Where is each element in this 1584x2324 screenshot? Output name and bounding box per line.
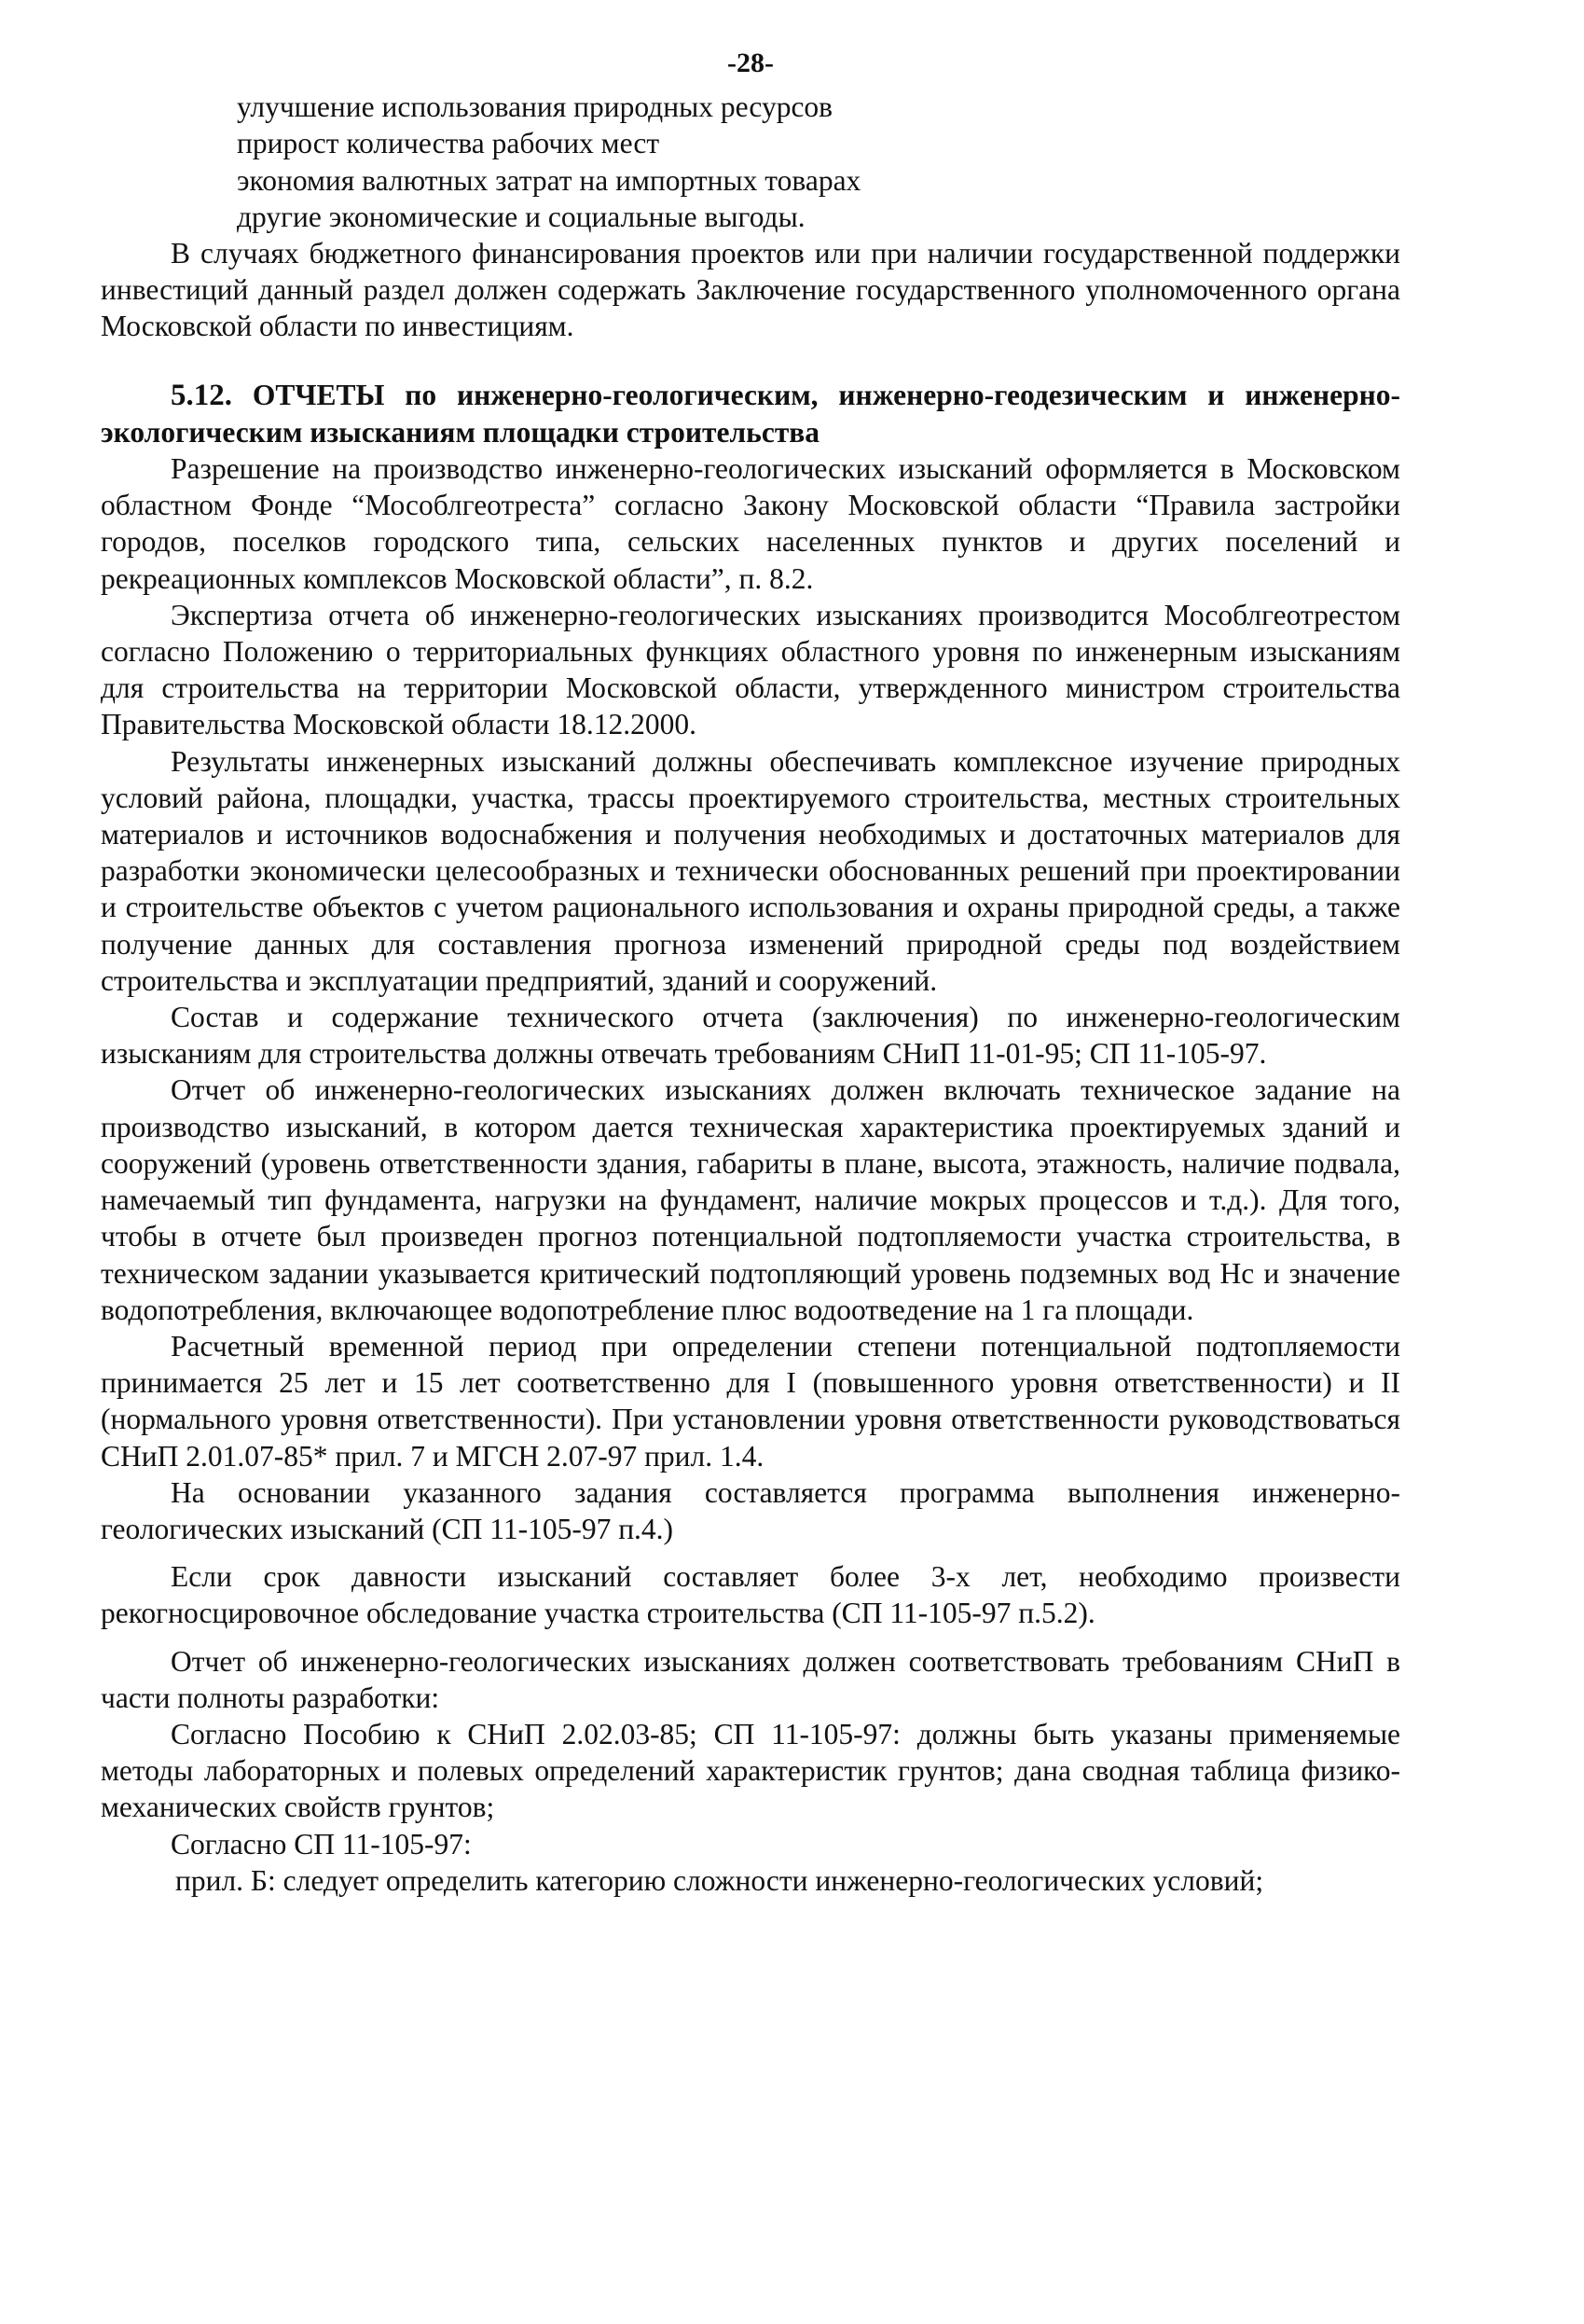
paragraph: Экспертиза отчета об инженерно-геологических изысканиях производится Мособлгеотрестом согласно Положению о территориальных функциях областного уровня по инженерным изысканиям для строительства на территории Московской области, утвержденного министром строительства Правительства Московской области 18.12.2000. <box>101 598 1400 741</box>
document-page <box>101 45 1400 1899</box>
list-item: улучшение использования природных ресурсов <box>237 90 833 124</box>
paragraph: Состав и содержание технического отчета (заключения) по инженерно-геологическим изысканиям для строительства должны отвечать требованиям СНиП 11-01-95; СП 11-105-97. <box>101 1001 1400 1071</box>
paragraph: Отчет об инженерно-геологических изысканиях должен включать техническое задание на производство изысканий, в котором дается техническая характеристика проектируемых зданий и сооружений (уровень ответственности здания, габариты в плане, высота, этажность, наличие подвала, намечаемый тип фундамента, нагрузки на фундамент, наличие мокрых процессов и т.д.). Для того, чтобы в отчете был произведен прогноз потенциальной подтопляемости участка строительства, в техническом задании указывается критический подтопляющий уровень подземных вод Нс и значение водопотребления, включающее водопотребление плюс водоотведение на 1 га площади. <box>101 1073 1400 1326</box>
list-item: экономия валютных затрат на импортных товарах <box>237 163 861 197</box>
section-heading <box>101 377 1400 450</box>
list-item: прирост количества рабочих мест <box>237 127 660 160</box>
paragraph: На основании указанного задания составляется программа выполнения инженерно-геологических изысканий (СП 11-105-97 п.4.) <box>101 1475 1400 1545</box>
section-number: 5.12. <box>171 378 232 412</box>
paragraph: Результаты инженерных изысканий должны обеспечивать комплексное изучение природных условий района, площадки, участка, трассы проектируемого строительства, местных строительных материалов и источников водоснабжения и получения необходимых и достаточных материалов для разработки экономически целесообразных и технически обоснованных решений при проектировании и строительстве объектов с учетом рационального использования и охраны природной среды, а также получение данных для составления прогноза изменений природной среды под воздействием строительства и эксплуатации предприятий, зданий и сооружений. <box>101 744 1400 997</box>
paragraph: Согласно Пособию к СНиП 2.02.03-85; СП 11-105-97: должны быть указаны применяемые методы лабораторных и полевых определений характеристик грунтов; дана сводная таблица физико-механических свойств грунтов; <box>101 1717 1400 1824</box>
paragraph: Разрешение на производство инженерно-геологических изысканий оформляется в Московском областном Фонде “Мособлгеотреста” согласно Закону Московской области “Правила застройки городов, поселков городского типа, сельских населенных пунктов и других поселений и рекреационных комплексов Московской области”, п. 8.2. <box>101 452 1400 595</box>
benefits-list <box>101 89 1400 235</box>
paragraph: Согласно СП 11-105-97: <box>171 1827 472 1861</box>
last-line: прил. Б: следует определить категорию сложности инженерно-геологических условий; <box>175 1863 1264 1897</box>
paragraph-budget: В случаях бюджетного финансирования проектов или при наличии государственной поддержки инвестиций данный раздел должен содержать Заключение государственного уполномоченного органа Московской области по инвестициям. <box>101 237 1400 343</box>
page-number: -28- <box>727 48 774 78</box>
section-title: ОТЧЕТЫ по инженерно-геологическим, инженерно-геодезическим и инженерно-экологическим изысканиям площадки строительства <box>101 378 1400 449</box>
paragraph: Отчет об инженерно-геологических изысканиях должен соответствовать требованиям СНиП в части полноты разработки: <box>101 1644 1400 1714</box>
paragraph: Если срок давности изысканий составляет более 3-х лет, необходимо произвести рекогносцировочное обследование участка строительства (СП 11-105-97 п.5.2). <box>101 1560 1400 1630</box>
paragraph: Расчетный временной период при определении степени потенциальной подтопляемости принимается 25 лет и 15 лет соответственно для I (повышенного уровня ответственности) и II (нормального уровня ответственности). При установлении уровня ответственности руководствоваться СНиП 2.01.07-85* прил. 7 и МГСН 2.07-97 прил. 1.4. <box>101 1329 1400 1473</box>
list-item: другие экономические и социальные выгоды. <box>237 200 806 233</box>
